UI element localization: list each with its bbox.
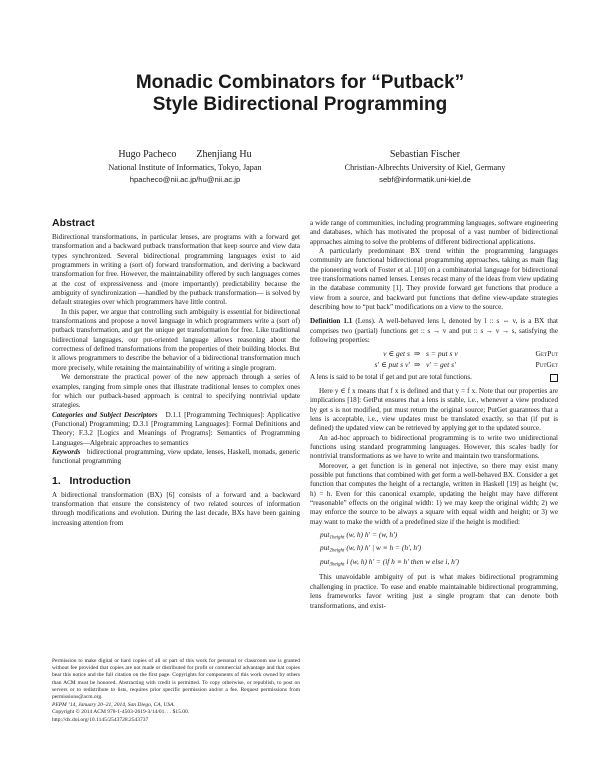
affiliation-left: National Institute of Informatics, Tokyo, Japan <box>108 163 262 172</box>
abstract-paragraph-1: Bidirectional transformations, in particular lenses, are programs with a forward get transformation and a backward putback transformation that keep source and view data types synchronized. Several bidirectional programming languages exist to aid programmers in writing a (sort of) forward transformation, and deriving a backward transformation for free. However, the maintainability offered by such languages comes at the cost of expressiveness and (more importantly) predictability because the ambiguity of synchronization —handled by the putback transformation— is solved by default strategies over which programmers have little control. <box>52 233 300 307</box>
right-column <box>310 219 558 611</box>
law-putget-rhs: ⇒ v′ = get s′ <box>414 360 456 370</box>
definition-total <box>310 373 558 382</box>
law-getput <box>310 348 558 359</box>
put-sub-1: 1height <box>329 535 345 541</box>
introduction-section <box>52 475 300 528</box>
paragraph-ambiguity: Moreover, a get function is in general not injective, so there may exist many possible put functions that combined with get form a well-behaved BX. Consider a get function that computes the height of a rectangle, written in Haskell [19] as height (w, h) = h. Even for this canonical example, updating the height may have different “reasonable” effects on the original width: 1) we may keep the original width; 2) we may enforce the source to be always a square with equal width and height; or 3) we may want to make the width of a predefined size if the height is modified: <box>310 461 558 526</box>
paragraph-unavoidable: This unavoidable ambiguity of put is what makes bidirectional programming challenging in practice. To ease and enable maintainable bidirectional programming, lens frameworks favor writing just a single program that can denote both transformations, and exist- <box>310 573 558 610</box>
title-line-1: Monadic Combinators for “Putback” <box>135 72 465 93</box>
intro-paragraph-2: A particularly predominant BX trend within the programming languages community are functional bidirectional programming approaches, taking as main flag the pioneering work of Foster et al. [10] on a combinatorial language for bidirectional tree transformations named lenses. Lenses recast many of the ideas from view updating in the database community [1]. They provide forward get functions that produce a view from a source, and backward put functions that define view-update strategies describing how to “put back” modifications on a view to the source. <box>310 247 559 312</box>
abstract-paragraph-2: In this paper, we argue that controlling such ambiguity is essential for bidirectional transformations and propose a novel language in which programmers write a (sort of) putback transformation, and get the unique get transformation for free. Like traditional bidirectional languages, our put-oriented language allows reasoning about the correctness of defined transformations from the properties of their building blocks. But it allows programmers to describe the behavior of a bidirectional transformation much more precisely, while retaining the maintainability of writing a single program. <box>52 307 300 372</box>
definition-label: Definition 1.1 <box>310 317 353 326</box>
abstract-heading: Abstract <box>52 217 95 229</box>
doi-link[interactable]: http://dx.doi.org/10.1145/2543728.2543737 <box>52 716 149 723</box>
put-definition-2 <box>320 543 558 557</box>
categories-text: D.1.1 [Programming Techniques]: Applicative (Functional) Programming; D.3.1 [Programming Languages]: Formal Definitions and Theory; F.3.2 [Logics and Meanings of Programs]: Semantics of Programming Languages—Algebraic approaches to semantics <box>52 410 300 447</box>
affiliation-right: Christian-Albrechts University of Kiel, Germany <box>344 163 506 172</box>
put-sub-2: 2height <box>329 548 345 554</box>
put-fn-3: put <box>320 556 330 566</box>
definition-total-text: A lens is said to be total if get and put are total functions. <box>310 373 472 382</box>
permission-notice: Permission to make digital or hard copies of all or part of this work for personal or classroom use is granted without fee provided that copies are not made or distributed for profit or commercial advantage and that copies bear this notice and the full citation on the first page. Copyrights for components of this work owned by others than ACM must be honored. Abstracting with credit is permitted. To copy otherwise, or republish, to post on servers or to redistribute to lists, requires prior specific permission and/or a fee. Request permissions from permissions@acm.org. <box>52 658 300 701</box>
definition-text: (Lens). A well-behaved lens l, denoted by l :: s ⇔ v, is a BX that comprises two (partial) functions get :: s → v and put :: s → v → s, satisfying the following properties: <box>310 317 558 345</box>
law-putget-lhs: s′ ∈ put s v′ <box>374 360 410 370</box>
law-getput-tag: GetPut <box>535 349 558 359</box>
categories-label: Categories and Subject Descriptors <box>52 410 158 419</box>
author-block-right <box>320 148 530 185</box>
keywords-label: Keywords <box>52 447 81 456</box>
email-left[interactable]: hpacheco@nii.ac.jp/hu@nii.ac.jp <box>129 174 241 184</box>
paper-title <box>0 72 600 116</box>
law-getput-lhs: v ∈ get s <box>383 349 410 359</box>
abstract-paragraph-3: We demonstrate the practical power of the new approach through a series of examples, ranging from simple ones that illustrate traditional lenses to complex ones for which our putback-based approach is central to specifying nontrivial update strategies. <box>52 373 300 410</box>
put-fn-2: put <box>320 543 330 553</box>
left-column <box>52 217 300 528</box>
keywords-block <box>52 448 300 467</box>
law-putget <box>310 359 558 370</box>
intro-paragraph-1: A bidirectional transformation (BX) [6] consists of a forward and a backward transformation that ensure the consistency of two related sources of information through modifications and evolution. During the last decade, BXs have been gaining increasing attention from <box>52 490 300 527</box>
put-sub-3: 3height <box>329 562 345 568</box>
email-right[interactable]: sebf@informatik.uni-kiel.de <box>379 174 471 184</box>
law-getput-rhs: ⇒ s = put s v <box>414 349 458 359</box>
put-definitions <box>320 530 558 571</box>
title-line-2: Style Bidirectional Programming <box>152 94 448 115</box>
intro-paragraph-1-cont: a wide range of communities, including programming languages, software engineering and databases, which has motivated the proposal of a vast number of bidirectional approaches aiming to solve the problems of different bidirectional applications. <box>310 219 558 246</box>
author-names-right: Sebastian Fischer <box>389 149 461 160</box>
put-definition-3 <box>320 557 558 571</box>
keywords-text: bidirectional programming, view update, lenses, Haskell, monads, generic functional programming <box>52 447 300 466</box>
put-fn-1: put <box>320 529 330 539</box>
copyright-line: Copyright © 2014 ACM 978-1-4503-2619-3/14/01. . . $15.00. <box>52 709 190 716</box>
lens-laws <box>310 348 558 370</box>
put-rhs-2: (w, h) h′ | w ≡ h = (h′, h′) <box>346 543 422 553</box>
conference-info: PEPM ’14, January 20–21, 2014, San Diego, CA, USA. <box>52 702 175 709</box>
copyright-footnote <box>52 658 300 724</box>
paragraph-adhoc: An ad-hoc approach to bidirectional programming is to write two unidirectional functions using standard programming languages. However, this scales badly for nontrivial transformations as we have to write and maintain two transformations. <box>310 433 558 461</box>
put-rhs-1: (w, h) h′ = (w, h′) <box>346 529 398 539</box>
paragraph-properties: Here y ∈ f x means that f x is defined and that y = f x. Note that our properties are implications [18]: GetPut ensures that a lens is stable, i.e., whenever a view produced by get s is not modified, put must return the original source; PutGet guarantees that a lens is acceptable, i.e., view updates must be translated exactly, so that (if put is defined) the updated view can be retrieved by applying get to the updated source. <box>310 386 558 433</box>
definition-lens <box>310 317 558 345</box>
put-rhs-3: i (w, h) h′ = (if h ≡ h′ then w else i, h′) <box>346 556 459 566</box>
qed-box-icon <box>550 374 558 382</box>
law-putget-tag: PutGet <box>535 360 558 370</box>
introduction-heading: 1. Introduction <box>52 474 131 487</box>
categories-block <box>52 411 300 448</box>
author-block-left <box>80 148 290 185</box>
author-names-left: Hugo Pacheco Zhenjiang Hu <box>118 149 252 160</box>
put-definition-1 <box>320 530 558 544</box>
